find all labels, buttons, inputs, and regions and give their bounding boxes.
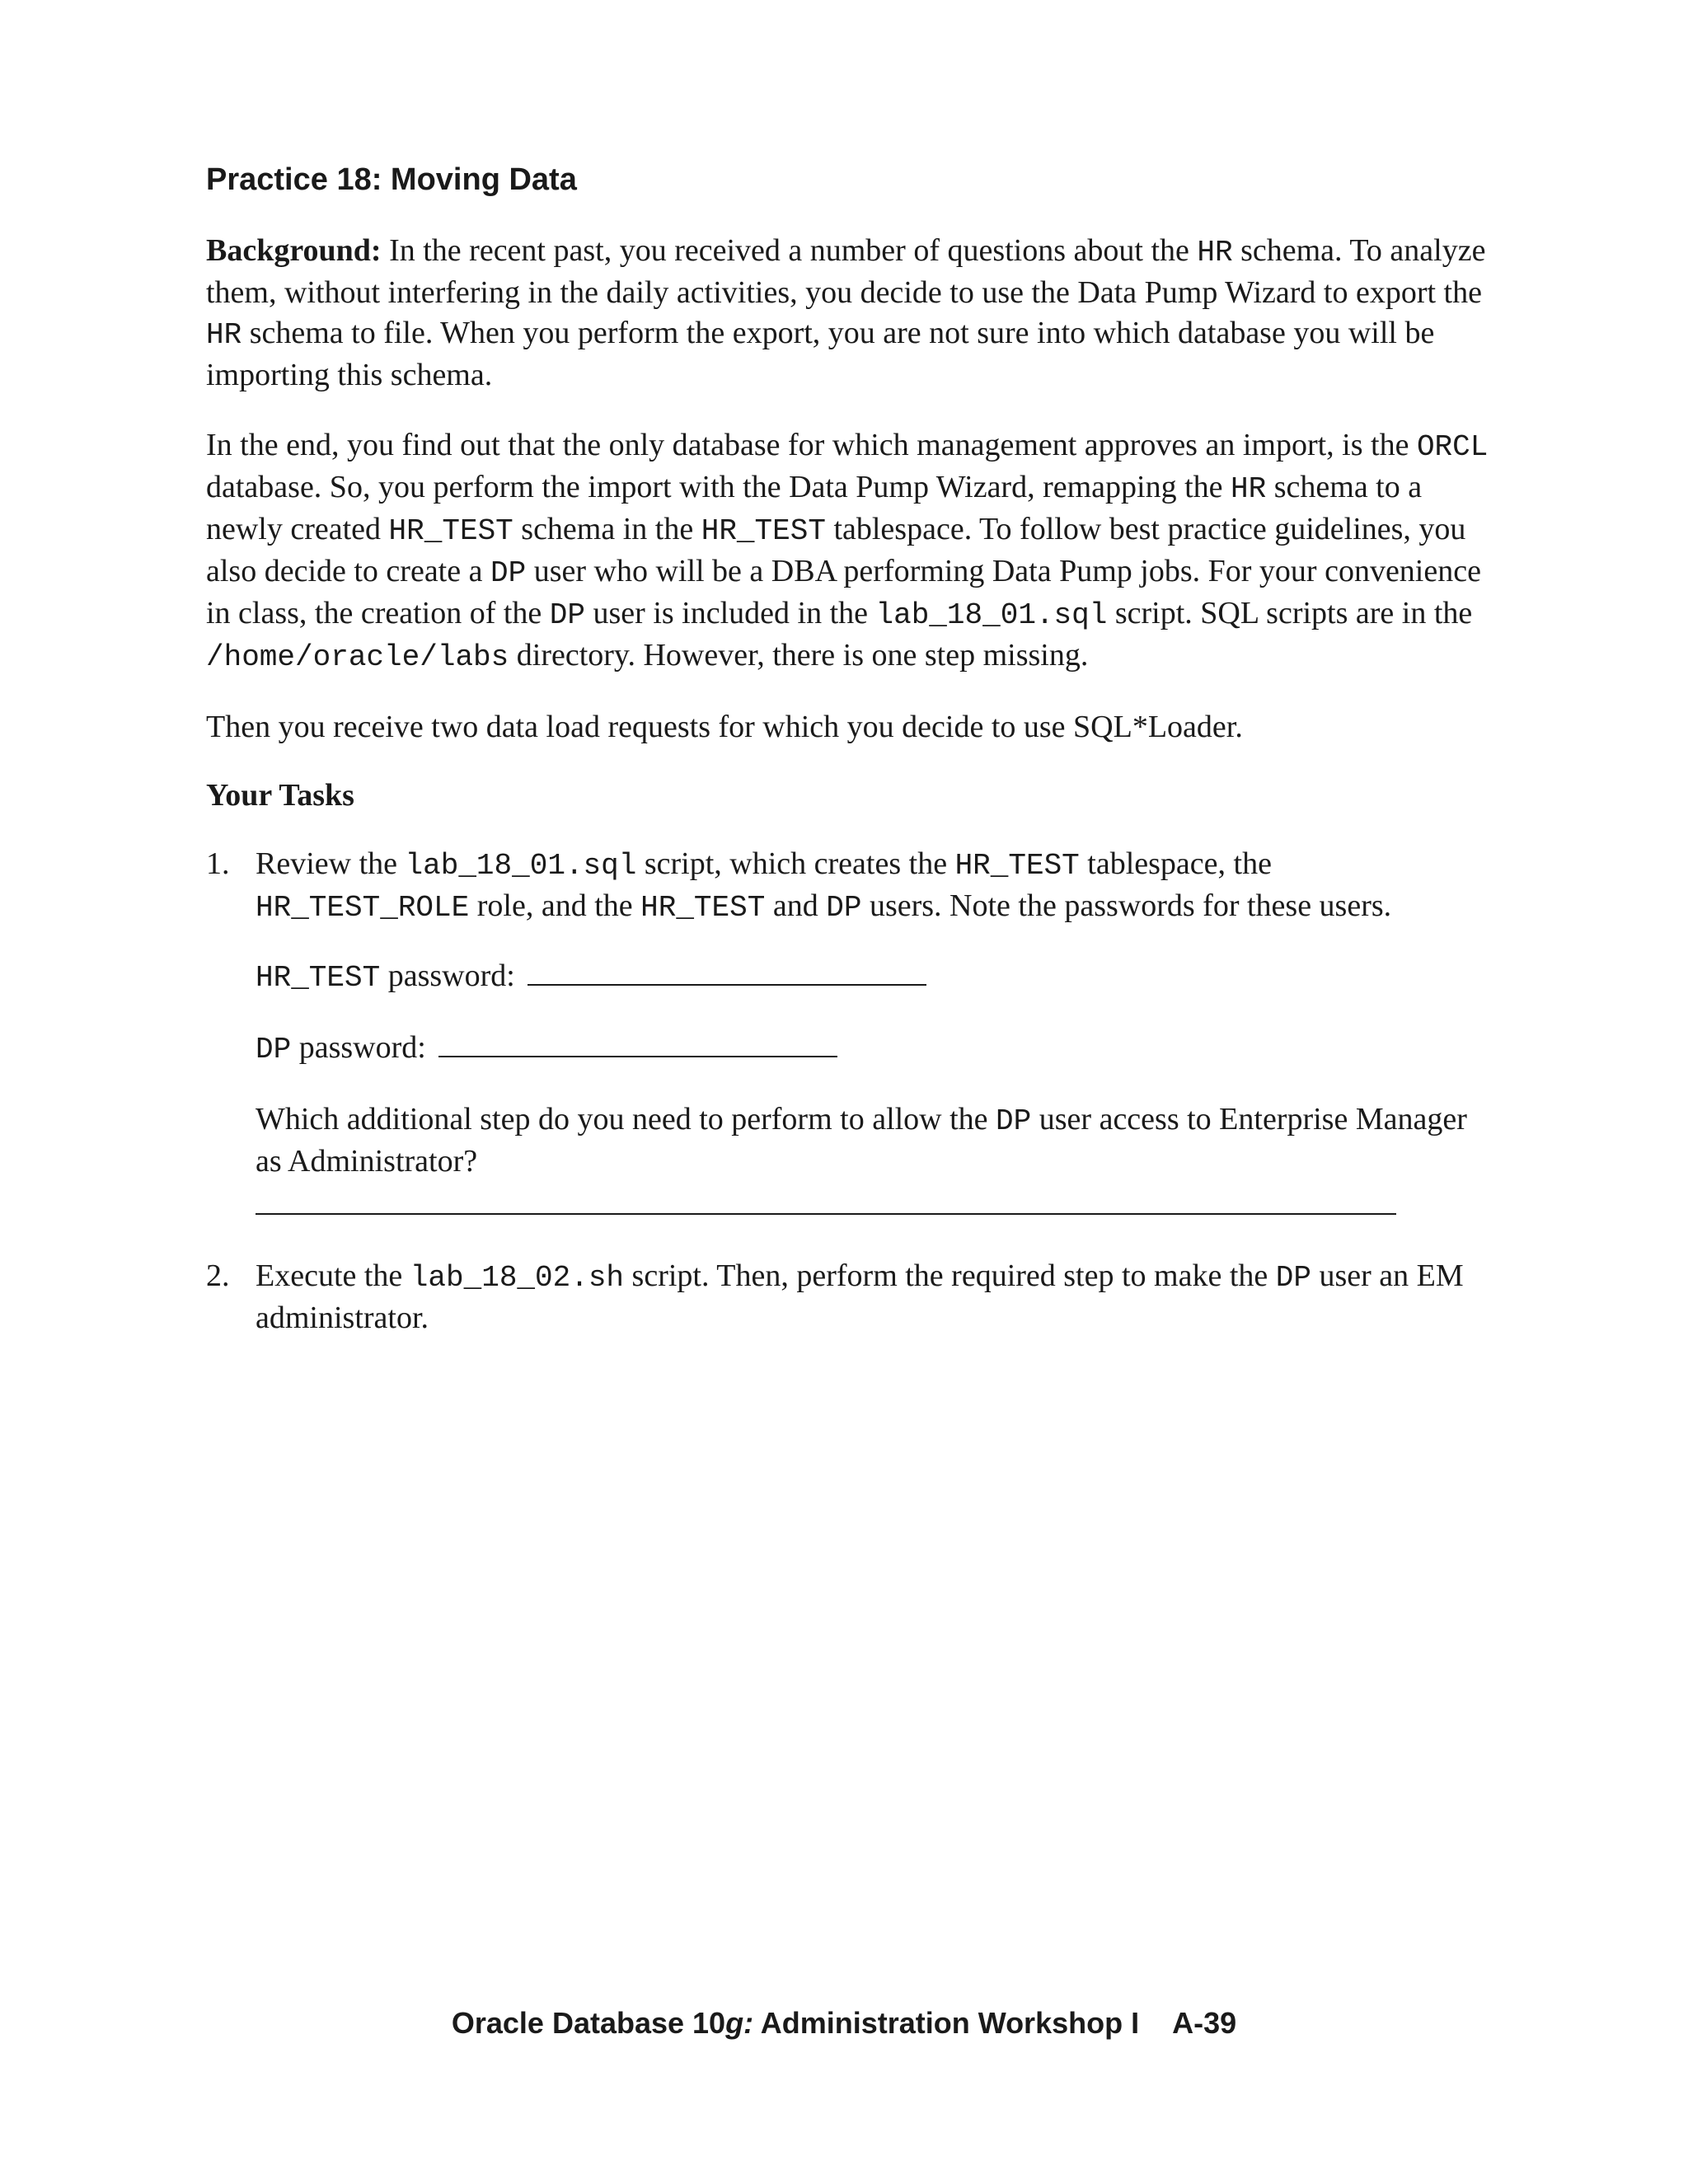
footer-title: Oracle Database 10g: Administration Workshop I (451, 2006, 1140, 2040)
page-title: Practice 18: Moving Data (206, 162, 577, 197)
task-item-2: 2. Execute the lab_18_02.sh script. Then, perform the required step to make the DP user an EM administrator. (206, 1256, 1492, 1338)
tasks-heading: Your Tasks (206, 777, 354, 813)
background-label: Background: (206, 232, 382, 268)
answer-blank-line[interactable] (256, 1212, 1396, 1215)
page-footer (0, 2006, 1688, 2041)
additional-step-question: Which additional step do you need to perform to allow the DP user access to Enterprise Manager as Administrator? (256, 1101, 1467, 1179)
document-page (206, 162, 1492, 1366)
hr-test-password-line: HR_TEST password: (206, 956, 1492, 998)
task-number: 1. (206, 846, 230, 881)
hr-test-password-blank[interactable] (528, 956, 926, 986)
sqlloader-paragraph: Then you receive two data load requests for which you decide to use SQL*Loader. (206, 709, 1243, 744)
page-number: A-39 (1172, 2006, 1237, 2040)
task-number: 2. (206, 1258, 230, 1293)
dp-password-line: DP password: (206, 1028, 1492, 1070)
import-paragraph: In the end, you find out that the only database for which management approves an import, is the ORCL database. So, you perform the import with the Data Pump Wizard, remapping the HR schema to a newly created HR_TEST schema in the HR_TEST tablespace. To follow best practice guidelines, you also decide to create a DP user who will be a DBA performing Data Pump jobs. For your convenience in class, the creation of the DP user is included in the lab_18_01.sql script. SQL scripts are in the /home/oracle/labs directory. However, there is one step missing. (206, 427, 1489, 674)
background-paragraph: Background: In the recent past, you received a number of questions about the HR schema. To analyze them, without interfering in the daily activities, you decide to use the Data Pump Wizard to export the HR schema to file. When you perform the export, you are not sure into which database you will be importing this schema. (206, 232, 1486, 392)
dp-password-blank[interactable] (438, 1028, 837, 1057)
task-item-1: 1. Review the lab_18_01.sql script, which creates the HR_TEST tablespace, the HR_TEST_ROLE role, and the HR_TEST and DP users. Note the passwords for these users. (206, 844, 1492, 928)
